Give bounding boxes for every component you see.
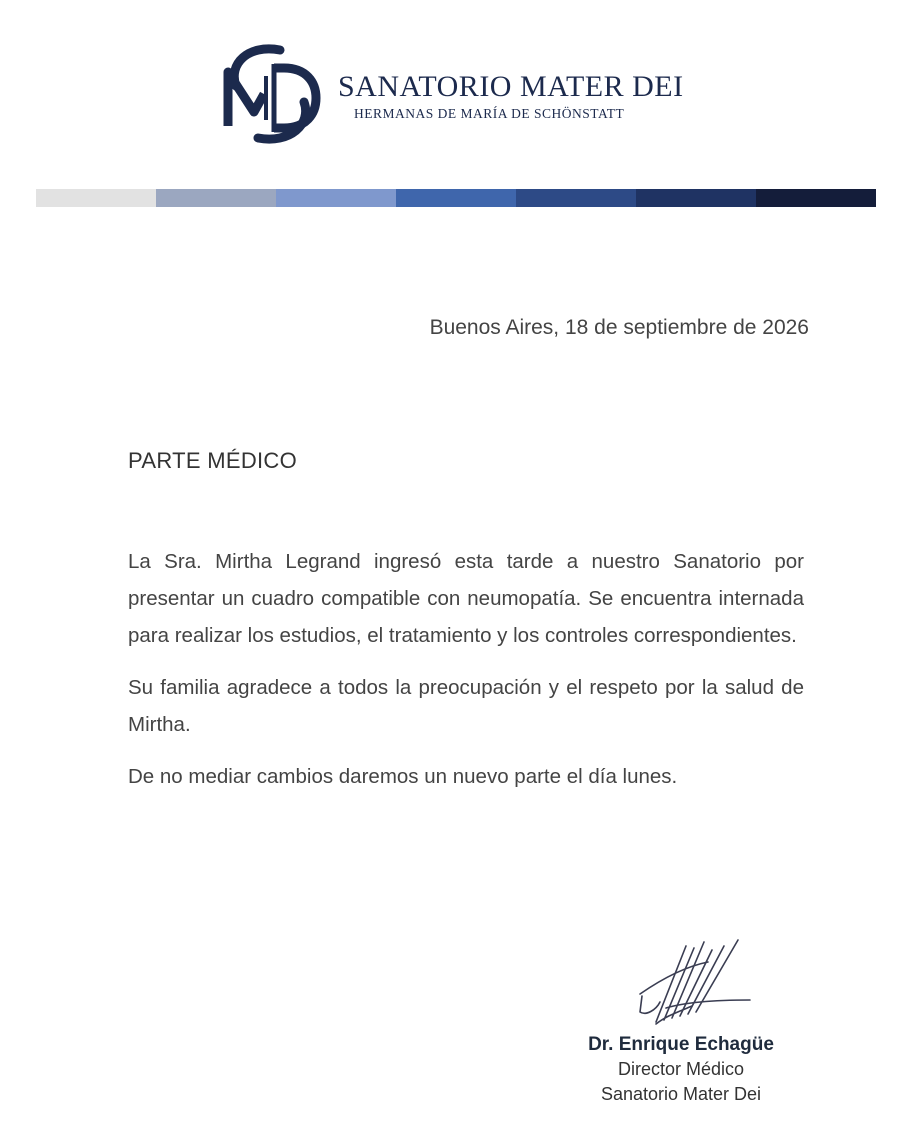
strip-segment: [516, 189, 636, 207]
letter-body: [128, 543, 804, 810]
brand-subtitle: HERMANAS DE MARÍA DE SCHÖNSTATT: [354, 106, 625, 121]
body-paragraph: De no mediar cambios daremos un nuevo parte el día lunes.: [128, 765, 678, 788]
handwritten-signature: [626, 936, 766, 1032]
strip-segment: [156, 189, 276, 207]
sanatorio-logo-icon: [218, 42, 322, 146]
strip-segment: [36, 189, 156, 207]
document-title: PARTE MÉDICO: [128, 448, 298, 473]
body-paragraph: La Sra. Mirtha Legrand ingresó esta tarde a nuestro Sanatorio por presentar un cuadro compatible con neumopatía. Se encuentra internada para realizar los estudios, el tratamiento y los controles correspondientes.: [128, 550, 804, 647]
strip-segment: [636, 189, 756, 207]
strip-segment: [396, 189, 516, 207]
letterhead: [218, 42, 738, 146]
strip-segment: [276, 189, 396, 207]
body-paragraph: Su familia agradece a todos la preocupación y el respeto por la salud de Mirtha.: [128, 676, 804, 736]
signature-block: [548, 1032, 788, 1107]
brand-name: SANATORIO MATER DEI: [338, 70, 684, 103]
strip-segment: [756, 189, 876, 207]
signatory-name: Dr. Enrique Echagüe: [588, 1034, 774, 1055]
signatory-institution: Sanatorio Mater Dei: [600, 1084, 762, 1104]
signatory-role: Director Médico: [617, 1059, 745, 1079]
letter-date: Buenos Aires, 18 de septiembre de 2026: [429, 316, 809, 339]
color-strip: [36, 189, 876, 207]
